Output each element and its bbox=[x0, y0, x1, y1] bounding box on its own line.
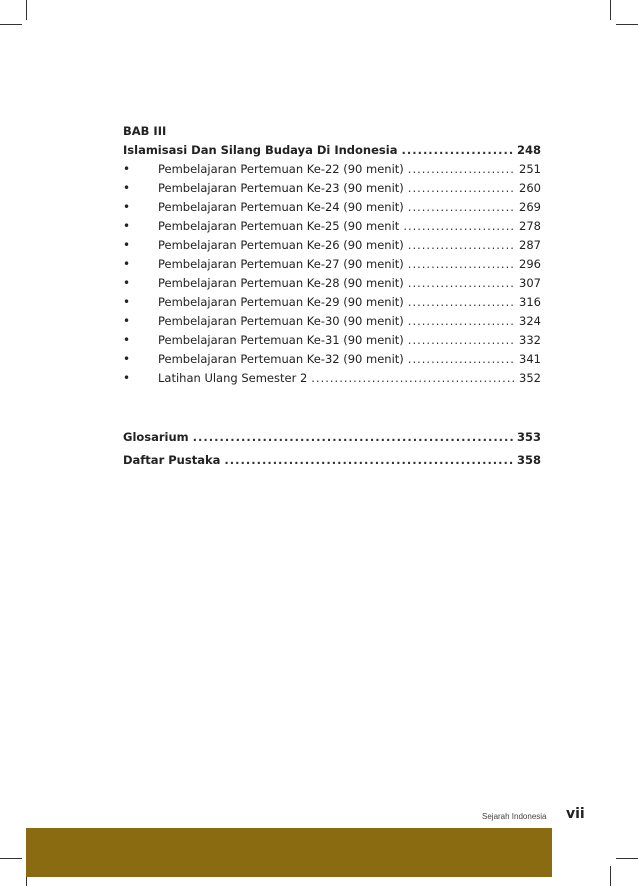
toc-item-page: 260 bbox=[519, 181, 541, 195]
toc-entry-title: Islamisasi Dan Silang Budaya Di Indonesia bbox=[123, 143, 398, 157]
toc-item-page: 278 bbox=[519, 219, 541, 233]
bullet-icon: • bbox=[123, 257, 131, 271]
bullet-icon: • bbox=[123, 295, 131, 309]
bullet-icon: • bbox=[123, 181, 131, 195]
crop-mark bbox=[610, 866, 611, 886]
dot-leader bbox=[408, 198, 515, 217]
dot-leader bbox=[408, 236, 515, 255]
toc-item-title: Pembelajaran Pertemuan Ke-28 (90 menit) bbox=[158, 276, 404, 290]
toc-item-page: 352 bbox=[519, 371, 541, 385]
toc-item-page: 296 bbox=[519, 257, 541, 271]
dot-leader bbox=[224, 451, 513, 470]
toc-item-title: Pembelajaran Pertemuan Ke-25 (90 menit bbox=[158, 219, 400, 233]
toc-item-page: 269 bbox=[519, 200, 541, 214]
toc-item[interactable] bbox=[123, 312, 541, 331]
footer-book-title: Sejarah Indonesia bbox=[482, 812, 547, 821]
chapter-label: BAB III bbox=[123, 124, 167, 138]
toc-item[interactable] bbox=[123, 274, 541, 293]
toc-item-title: Pembelajaran Pertemuan Ke-31 (90 menit) bbox=[158, 333, 404, 347]
bullet-icon: • bbox=[123, 333, 131, 347]
toc-item[interactable] bbox=[123, 236, 541, 255]
bullet-icon: • bbox=[123, 162, 131, 176]
crop-mark bbox=[0, 858, 22, 859]
toc-entry-page: 353 bbox=[516, 430, 541, 444]
bullet-icon: • bbox=[123, 314, 131, 328]
dot-leader bbox=[408, 255, 515, 274]
crop-mark bbox=[610, 0, 611, 20]
toc-item-title: Pembelajaran Pertemuan Ke-30 (90 menit) bbox=[158, 314, 404, 328]
toc-item[interactable] bbox=[123, 369, 541, 388]
toc-item-title: Pembelajaran Pertemuan Ke-24 (90 menit) bbox=[158, 200, 404, 214]
footer-page-number: vii bbox=[566, 806, 585, 822]
toc-entry-title: Daftar Pustaka bbox=[123, 453, 221, 467]
crop-mark bbox=[0, 24, 22, 25]
dot-leader bbox=[193, 428, 513, 447]
dot-leader bbox=[403, 217, 515, 236]
toc-entry-glosarium[interactable] bbox=[123, 428, 541, 447]
toc-item-title: Latihan Ulang Semester 2 bbox=[158, 371, 308, 385]
dot-leader bbox=[401, 141, 513, 160]
toc-item-page: 316 bbox=[519, 295, 541, 309]
toc-item-page: 341 bbox=[519, 352, 541, 366]
toc-item[interactable] bbox=[123, 255, 541, 274]
toc-item-title: Pembelajaran Pertemuan Ke-26 (90 menit) bbox=[158, 238, 404, 252]
dot-leader bbox=[408, 293, 515, 312]
dot-leader bbox=[408, 312, 515, 331]
bullet-icon: • bbox=[123, 200, 131, 214]
toc-item-title: Pembelajaran Pertemuan Ke-29 (90 menit) bbox=[158, 295, 404, 309]
toc-item-page: 251 bbox=[519, 162, 541, 176]
dot-leader bbox=[408, 274, 515, 293]
bullet-icon: • bbox=[123, 219, 131, 233]
dot-leader bbox=[408, 179, 515, 198]
toc-item[interactable] bbox=[123, 179, 541, 198]
toc-entry-chapter[interactable] bbox=[123, 141, 541, 160]
toc-entry-page: 358 bbox=[516, 453, 541, 467]
toc-item-list bbox=[123, 160, 541, 388]
bullet-icon: • bbox=[123, 371, 131, 385]
table-of-contents bbox=[123, 122, 541, 470]
toc-item-title: Pembelajaran Pertemuan Ke-22 (90 menit) bbox=[158, 162, 404, 176]
crop-mark bbox=[616, 24, 638, 25]
toc-entry-title: Glosarium bbox=[123, 430, 189, 444]
toc-entry-page: 248 bbox=[516, 143, 541, 157]
toc-item-page: 287 bbox=[519, 238, 541, 252]
toc-item-title: Pembelajaran Pertemuan Ke-32 (90 menit) bbox=[158, 352, 404, 366]
toc-item[interactable] bbox=[123, 331, 541, 350]
toc-item-title: Pembelajaran Pertemuan Ke-23 (90 menit) bbox=[158, 181, 404, 195]
toc-item-page: 324 bbox=[519, 314, 541, 328]
toc-item[interactable] bbox=[123, 293, 541, 312]
crop-mark bbox=[26, 0, 27, 20]
toc-item[interactable] bbox=[123, 217, 541, 236]
bullet-icon: • bbox=[123, 352, 131, 366]
crop-mark bbox=[616, 858, 638, 859]
footer-color-bar bbox=[26, 828, 552, 877]
toc-entry-daftar-pustaka[interactable] bbox=[123, 451, 541, 470]
toc-item-page: 307 bbox=[519, 276, 541, 290]
toc-item[interactable] bbox=[123, 350, 541, 369]
dot-leader bbox=[311, 369, 515, 388]
bullet-icon: • bbox=[123, 276, 131, 290]
toc-item-title: Pembelajaran Pertemuan Ke-27 (90 menit) bbox=[158, 257, 404, 271]
bullet-icon: • bbox=[123, 238, 131, 252]
toc-item[interactable] bbox=[123, 160, 541, 179]
toc-item[interactable] bbox=[123, 198, 541, 217]
toc-item-page: 332 bbox=[519, 333, 541, 347]
dot-leader bbox=[408, 350, 515, 369]
dot-leader bbox=[408, 160, 515, 179]
dot-leader bbox=[408, 331, 515, 350]
